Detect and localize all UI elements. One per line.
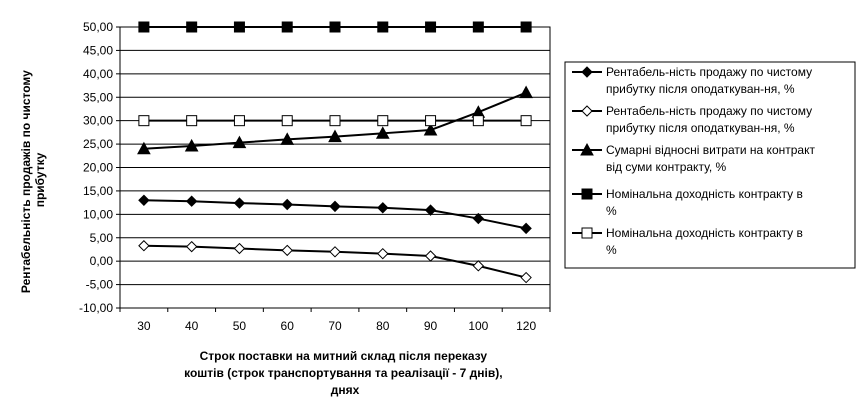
x-axis-tick-labels (120, 308, 550, 333)
series-1-point (139, 195, 149, 205)
series-1-point (234, 198, 244, 208)
series-2-point (473, 261, 483, 271)
series-2-point (330, 247, 340, 257)
series-1-point (521, 223, 531, 233)
series-4 (139, 22, 531, 32)
series-1-point (426, 205, 436, 215)
series-2-point (139, 241, 149, 251)
series-1-point (282, 199, 292, 209)
legend-label: Рентабель-ність продажу по чистому (606, 65, 813, 79)
gridlines (116, 27, 550, 308)
x-axis-title-line-1: Строк поставки на митний склад після переказу (199, 349, 488, 363)
x-tick-label: 70 (328, 319, 342, 333)
x-tick-label: 30 (137, 319, 151, 333)
y-axis-title (19, 67, 47, 293)
series-5-point (139, 116, 149, 126)
series-4-point (139, 22, 149, 32)
x-tick-label: 90 (423, 319, 438, 333)
legend-label: Рентабель-ність продажу по чистому (606, 104, 813, 118)
series-5-point (234, 116, 244, 126)
y-tick-label: 25,00 (82, 137, 113, 152)
series-2-point (187, 242, 197, 252)
legend-label: % (606, 204, 617, 218)
x-tick-label: 50 (232, 319, 247, 333)
series-1-point (187, 196, 197, 206)
series-1-point (330, 201, 340, 211)
x-tick-label: 100 (468, 319, 489, 333)
series-5-point (187, 116, 197, 126)
x-axis-title (184, 349, 506, 397)
series-4-point (473, 22, 483, 32)
y-tick-label: 45,00 (82, 43, 113, 58)
y-tick-label: 20,00 (82, 160, 113, 175)
y-tick-label: 30,00 (82, 113, 113, 128)
x-tick-label: 120 (516, 319, 537, 333)
y-axis-title-line-1: Рентабельність продажів по чистому (19, 70, 33, 294)
x-axis-title-line-3: днях (330, 383, 360, 397)
y-tick-label: 0,00 (89, 254, 113, 269)
series-2-point (282, 245, 292, 255)
series-2-point (426, 251, 436, 261)
data-series (138, 22, 532, 283)
series-3-point (520, 87, 532, 98)
series-5-point (426, 116, 436, 126)
y-tick-label: 10,00 (82, 207, 113, 222)
y-tick-label: 35,00 (82, 90, 113, 105)
legend (565, 62, 855, 268)
series-2-point (378, 249, 388, 259)
y-tick-label: -10,00 (78, 301, 113, 315)
series-1-point (473, 214, 483, 224)
series-4-point (187, 22, 197, 32)
series-2-point (521, 273, 531, 283)
x-tick-label: 60 (280, 319, 294, 333)
series-5-point (330, 116, 340, 126)
series-4-point (330, 22, 340, 32)
series-5-point (378, 116, 388, 126)
legend-label: Номінальна доходність контракту в (606, 187, 803, 201)
x-axis-title-line-2: коштів (строк транспортування та реалізації - 7 днів), (184, 366, 503, 380)
y-tick-label: 50,00 (82, 20, 113, 34)
legend-swatch-marker (582, 228, 592, 238)
series-5-point (282, 116, 292, 126)
legend-label: Сумарні відносні витрати на контракт (606, 143, 815, 157)
series-5-point (521, 116, 531, 126)
x-tick-label: 40 (184, 319, 199, 333)
legend-label: % (606, 243, 617, 257)
series-2-point (234, 244, 244, 254)
series-4-point (426, 22, 436, 32)
series-4-point (378, 22, 388, 32)
y-axis-tick-labels (79, 20, 113, 315)
legend-label: прибутку після оподаткуван-ня, % (606, 121, 795, 135)
legend-label: Номінальна доходність контракту в (606, 226, 803, 240)
x-tick-label: 80 (376, 319, 390, 333)
series-1-point (378, 203, 388, 213)
legend-swatch-marker (582, 189, 592, 199)
legend-label: прибутку після оподаткуван-ня, % (606, 82, 795, 96)
series-4-point (282, 22, 292, 32)
y-axis-title-line-2: прибутку (33, 152, 47, 208)
y-tick-label: 40,00 (82, 66, 113, 81)
series-4-point (521, 22, 531, 32)
series-5-point (473, 116, 483, 126)
series-4-point (234, 22, 244, 32)
legend-label: від суми контракту, % (606, 160, 727, 174)
y-tick-label: 15,00 (82, 183, 113, 198)
y-tick-label: -5,00 (85, 277, 113, 292)
y-tick-label: 5,00 (89, 230, 113, 245)
